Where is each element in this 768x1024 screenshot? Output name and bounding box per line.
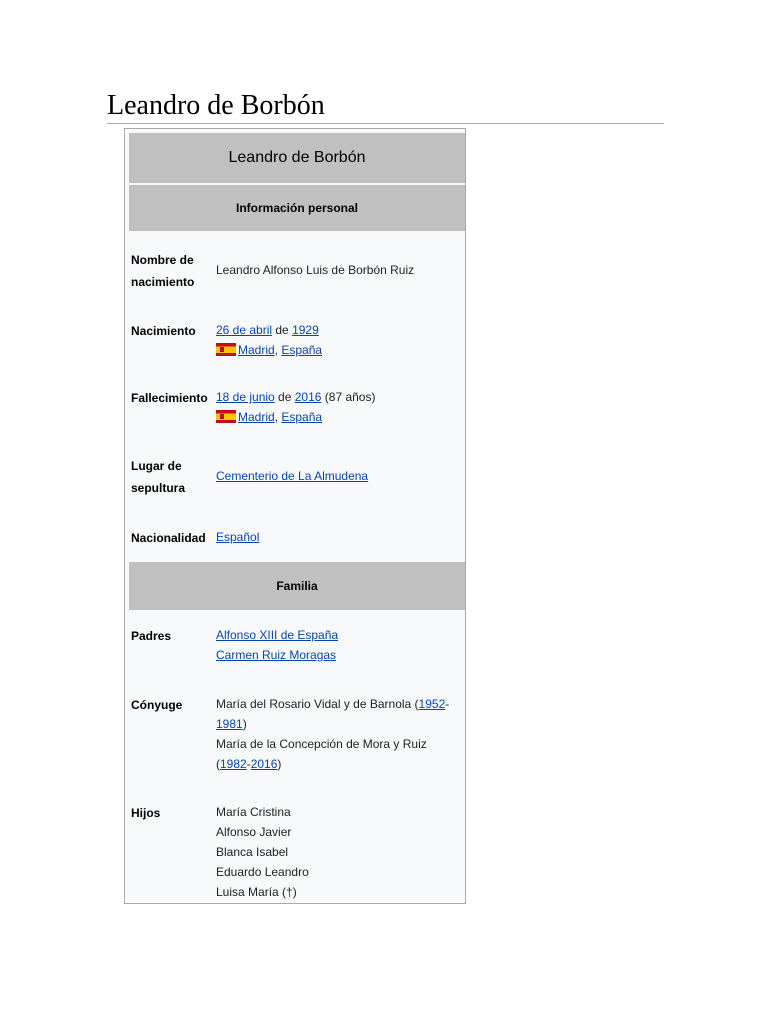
link-nationality[interactable]: Español [216,530,260,544]
text-open-paren: ( [216,757,220,771]
text-de: de [272,323,293,337]
link-birth-date[interactable]: 26 de abril [216,323,273,337]
section-family-header: Familia [129,562,465,610]
text-close-paren: ) [242,717,247,731]
link-death-country[interactable]: España [281,410,323,424]
text-dash: - [246,757,251,771]
text-spouse-1: María del Rosario Vidal y de Barnola ( [216,697,419,711]
link-mother[interactable]: Carmen Ruiz Moragas [216,648,337,662]
link-birth-year[interactable]: 1929 [292,323,319,337]
link-spouse2-end[interactable]: 2016 [250,757,278,771]
text-de: de [274,390,295,404]
label-burial-1: Lugar de [131,459,182,473]
title-divider [107,123,664,124]
link-death-year[interactable]: 2016 [294,390,322,404]
text-age: (87 años) [321,390,376,404]
value-birth [216,320,456,360]
text-dash: - [445,697,450,711]
link-death-date[interactable]: 18 de junio [216,390,275,404]
list-item: Alfonso Javier [216,825,292,839]
list-item: Luisa María (†) [216,885,297,899]
label-children: Hijos [131,806,161,820]
value-birth-name: Leandro Alfonso Luis de Borbón Ruiz [216,263,415,277]
text-close-paren: ) [277,757,282,771]
link-death-city[interactable]: Madrid [238,410,275,424]
spain-flag-icon [216,343,236,356]
text-spouse-2: María de la Concepción de Mora y Ruiz [216,737,427,751]
list-item: María Cristina [216,805,291,819]
label-birth: Nacimiento [131,324,196,338]
section-personal-header: Información personal [129,185,465,231]
link-spouse2-start[interactable]: 1982 [220,757,247,771]
label-burial-2: sepultura [131,481,186,495]
list-item: Eduardo Leandro [216,865,309,879]
spain-flag-icon [216,410,236,423]
label-birth-name-1: Nombre de [131,253,194,267]
text-comma: , [274,343,282,357]
infobox-title: Leandro de Borbón [129,133,465,183]
label-parents: Padres [131,629,172,643]
text-comma: , [274,410,282,424]
link-burial-place[interactable]: Cementerio de La Almudena [216,469,369,483]
label-spouse: Cónyuge [131,698,183,712]
link-father[interactable]: Alfonso XIII de España [216,628,339,642]
label-nationality: Nacionalidad [131,531,206,545]
infobox [124,128,466,904]
list-item: Blanca Isabel [216,845,289,859]
label-birth-name-2: nacimiento [131,275,195,289]
link-spouse1-start[interactable]: 1952 [418,697,446,711]
link-spouse1-end[interactable]: 1981 [216,717,243,731]
link-birth-city[interactable]: Madrid [238,343,275,357]
page-title: Leandro de Borbón [107,90,325,121]
label-death: Fallecimiento [131,391,208,405]
link-birth-country[interactable]: España [281,343,323,357]
children-list [216,802,456,902]
value-death [216,387,456,427]
